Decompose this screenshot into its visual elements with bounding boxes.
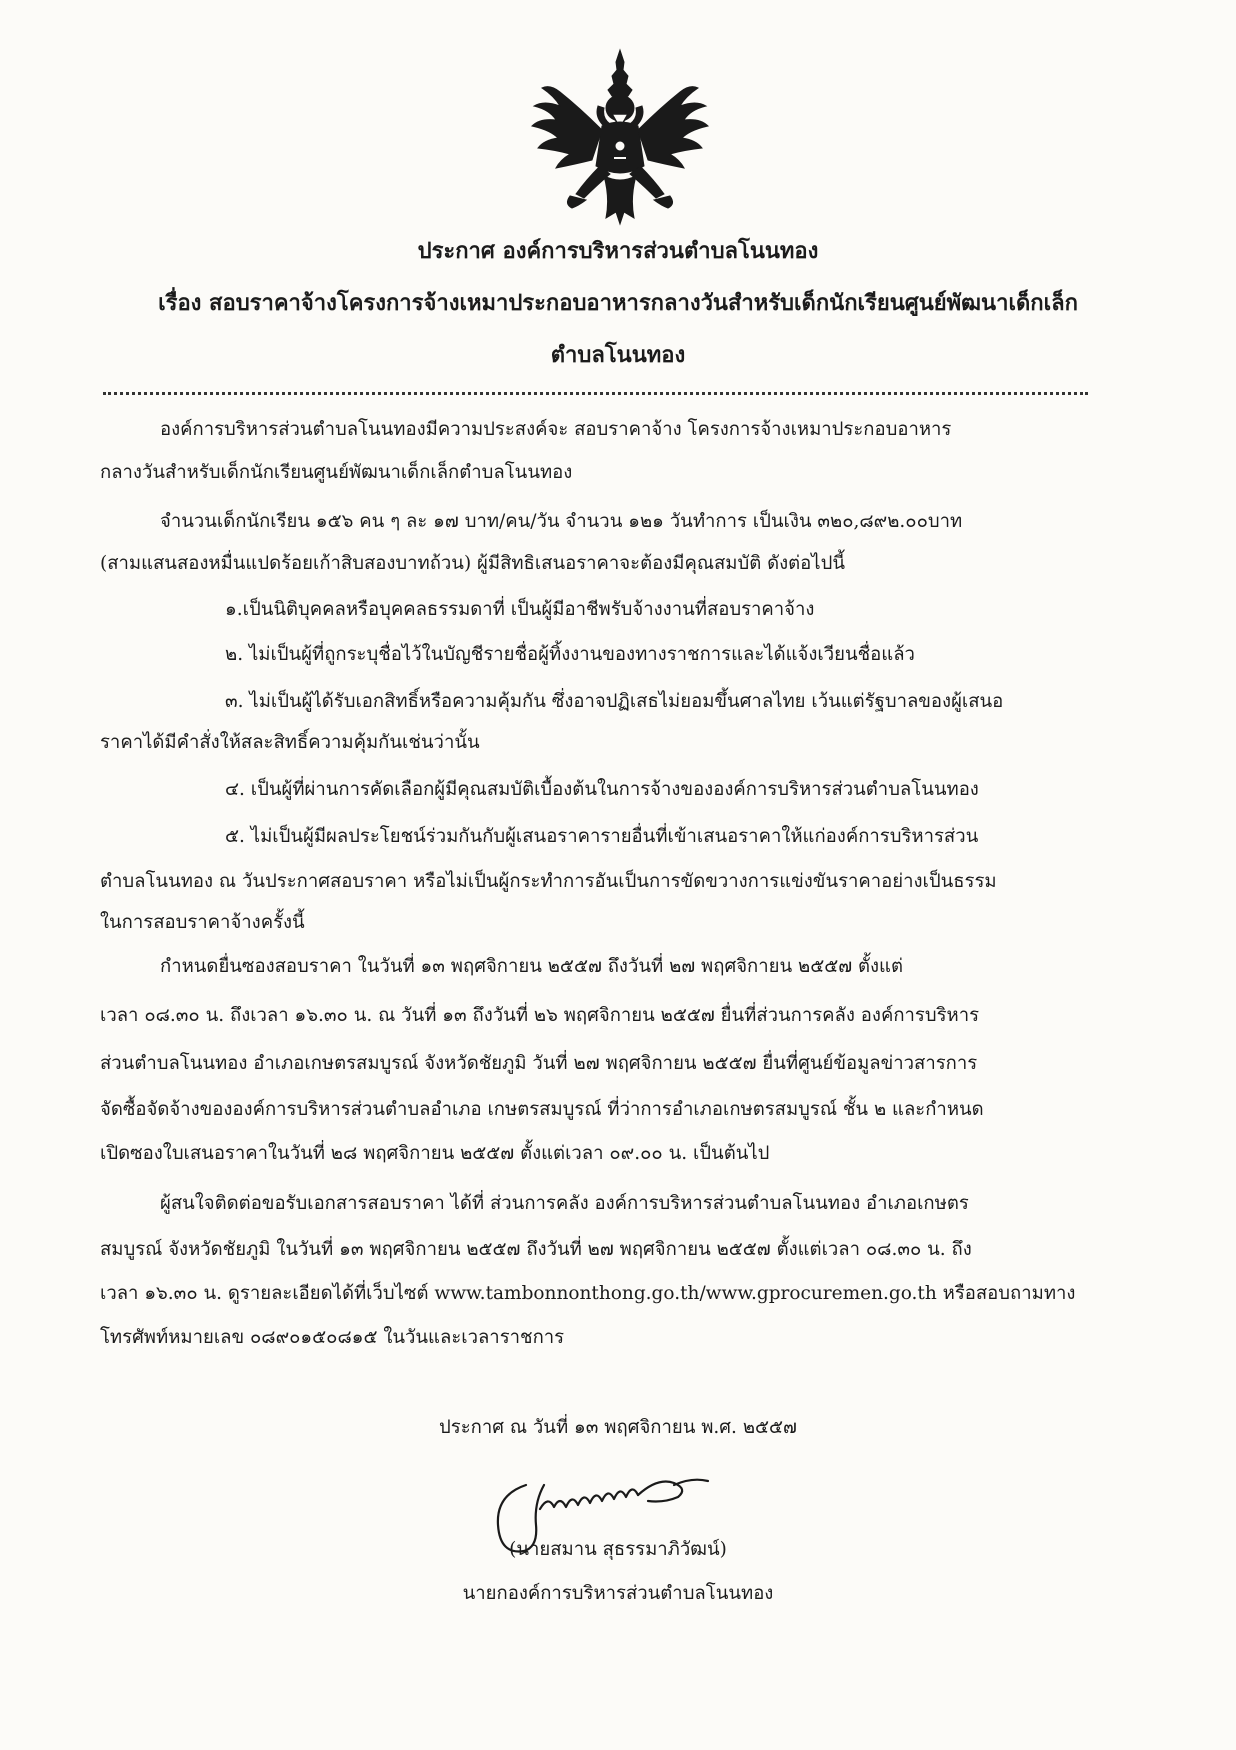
separator-dotted-line: [103, 392, 1088, 395]
document-subject-continuation: ตำบลโนนทอง: [550, 342, 686, 368]
paragraph-line: เปิดซองใบเสนอราคาในวันที่ ๒๘ พฤศจิกายน ๒๕๕๗ ตั้งแต่เวลา ๐๙.๐๐ น. เป็นต้นไป: [100, 1143, 770, 1164]
paragraph-line: ผู้สนใจติดต่อขอรับเอกสารสอบราคา ได้ที่ ส่วนการคลัง องค์การบริหารส่วนตำบลโนนทอง อำเภอเกษตร: [160, 1193, 969, 1214]
document-title: ประกาศ องค์การบริหารส่วนตำบลโนนทอง: [417, 238, 819, 264]
paragraph-line: เวลา ๑๖.๓๐ น. ดูรายละเอียดได้ที่เว็บไซต์ www.tambonnonthong.go.th/www.gprocuremen.go.th หรือสอบถามทาง: [100, 1283, 1076, 1304]
qualification-item-continuation: ตำบลโนนทอง ณ วันประกาศสอบราคา หรือไม่เป็นผู้กระทำการอันเป็นการขัดขวางการแข่งขันราคาอย่างเป็นธรรม: [100, 871, 997, 892]
paragraph-line: จำนวนเด็กนักเรียน ๑๕๖ คน ๆ ละ ๑๗ บาท/คน/วัน จำนวน ๑๒๑ วันทำการ เป็นเงิน ๓๒๐,๘๙๒.๐๐บาท: [160, 511, 963, 532]
qualification-item: ๕. ไม่เป็นผู้มีผลประโยชน์ร่วมกันกับผู้เสนอราคารายอื่นที่เข้าเสนอราคาให้แก่องค์การบริหารส่วน: [225, 826, 979, 847]
paragraph-line: สมบูรณ์ จังหวัดชัยภูมิ ในวันที่ ๑๓ พฤศจิกายน ๒๕๕๗ ถึงวันที่ ๒๗ พฤศจิกายน ๒๕๕๗ ตั้งแต่เวลา ๐๘.๓๐ น. ถึง: [100, 1239, 972, 1260]
paragraph-line: กำหนดยื่นซองสอบราคา ในวันที่ ๑๓ พฤศจิกายน ๒๕๕๗ ถึงวันที่ ๒๗ พฤศจิกายน ๒๕๕๗ ตั้งแต่: [160, 956, 903, 977]
paragraph-line: (สามแสนสองหมื่นแปดร้อยเก้าสิบสองบาทถ้วน) ผู้มีสิทธิเสนอราคาจะต้องมีคุณสมบัติ ดังต่อไปนี้: [100, 553, 845, 574]
paragraph-line: กลางวันสำหรับเด็กนักเรียนศูนย์พัฒนาเด็กเล็กตำบลโนนทอง: [100, 462, 573, 483]
signer-title: นายกองค์การบริหารส่วนตำบลโนนทอง: [462, 1583, 774, 1604]
qualification-item-continuation: ราคาได้มีคำสั่งให้สละสิทธิ์ความคุ้มกันเช่นว่านั้น: [100, 732, 480, 753]
paragraph-line: จัดซื้อจัดจ้างขององค์การบริหารส่วนตำบลอำเภอ เกษตรสมบูรณ์ ที่ว่าการอำเภอเกษตรสมบูรณ์ ชั้น ๒ และกำหนด: [100, 1099, 984, 1120]
garuda-emblem-icon: [520, 48, 720, 238]
qualification-item-continuation: ในการสอบราคาจ้างครั้งนี้: [100, 912, 305, 933]
paragraph-line: ส่วนตำบลโนนทอง อำเภอเกษตรสมบูรณ์ จังหวัดชัยภูมิ วันที่ ๒๗ พฤศจิกายน ๒๕๕๗ ยื่นที่ศูนย์ข้อมูลข่าวสารการ: [100, 1053, 978, 1074]
qualification-item: ๔. เป็นผู้ที่ผ่านการคัดเลือกผู้มีคุณสมบัติเบื้องต้นในการจ้างขององค์การบริหารส่วนตำบลโนนทอง: [225, 779, 979, 800]
qualification-item: ๒. ไม่เป็นผู้ที่ถูกระบุชื่อไว้ในบัญชีรายชื่อผู้ทิ้งงานของทางราชการและได้แจ้งเวียนชื่อแล้ว: [225, 644, 915, 665]
paragraph-line: โทรศัพท์หมายเลข ๐๘๙๐๑๕๐๘๑๕ ในวันและเวลาราชการ: [100, 1327, 565, 1348]
announcement-date: ประกาศ ณ วันที่ ๑๓ พฤศจิกายน พ.ศ. ๒๕๕๗: [439, 1417, 797, 1438]
qualification-item: ๑.เป็นนิติบุคคลหรือบุคคลธรรมดาที่ เป็นผู้มีอาชีพรับจ้างงานที่สอบราคาจ้าง: [225, 599, 815, 620]
document-subject: เรื่อง สอบราคาจ้างโครงการจ้างเหมาประกอบอาหารกลางวันสำหรับเด็กนักเรียนศูนย์พัฒนาเด็กเล็ก: [158, 290, 1078, 316]
qualification-item: ๓. ไม่เป็นผู้ได้รับเอกสิทธิ์หรือความคุ้มกัน ซึ่งอาจปฏิเสธไม่ยอมขึ้นศาลไทย เว้นแต่รัฐบาลของผู้เสนอ: [225, 691, 1004, 712]
signer-name: (นายสมาน สุธรรมาภิวัฒน์): [509, 1539, 727, 1560]
paragraph-line: องค์การบริหารส่วนตำบลโนนทองมีความประสงค์จะ สอบราคาจ้าง โครงการจ้างเหมาประกอบอาหาร: [160, 419, 952, 440]
paragraph-line: เวลา ๐๘.๓๐ น. ถึงเวลา ๑๖.๓๐ น. ณ วันที่ ๑๓ ถึงวันที่ ๒๖ พฤศจิกายน ๒๕๕๗ ยื่นที่ส่วนการคลัง องค์การบริหาร: [100, 1005, 980, 1026]
